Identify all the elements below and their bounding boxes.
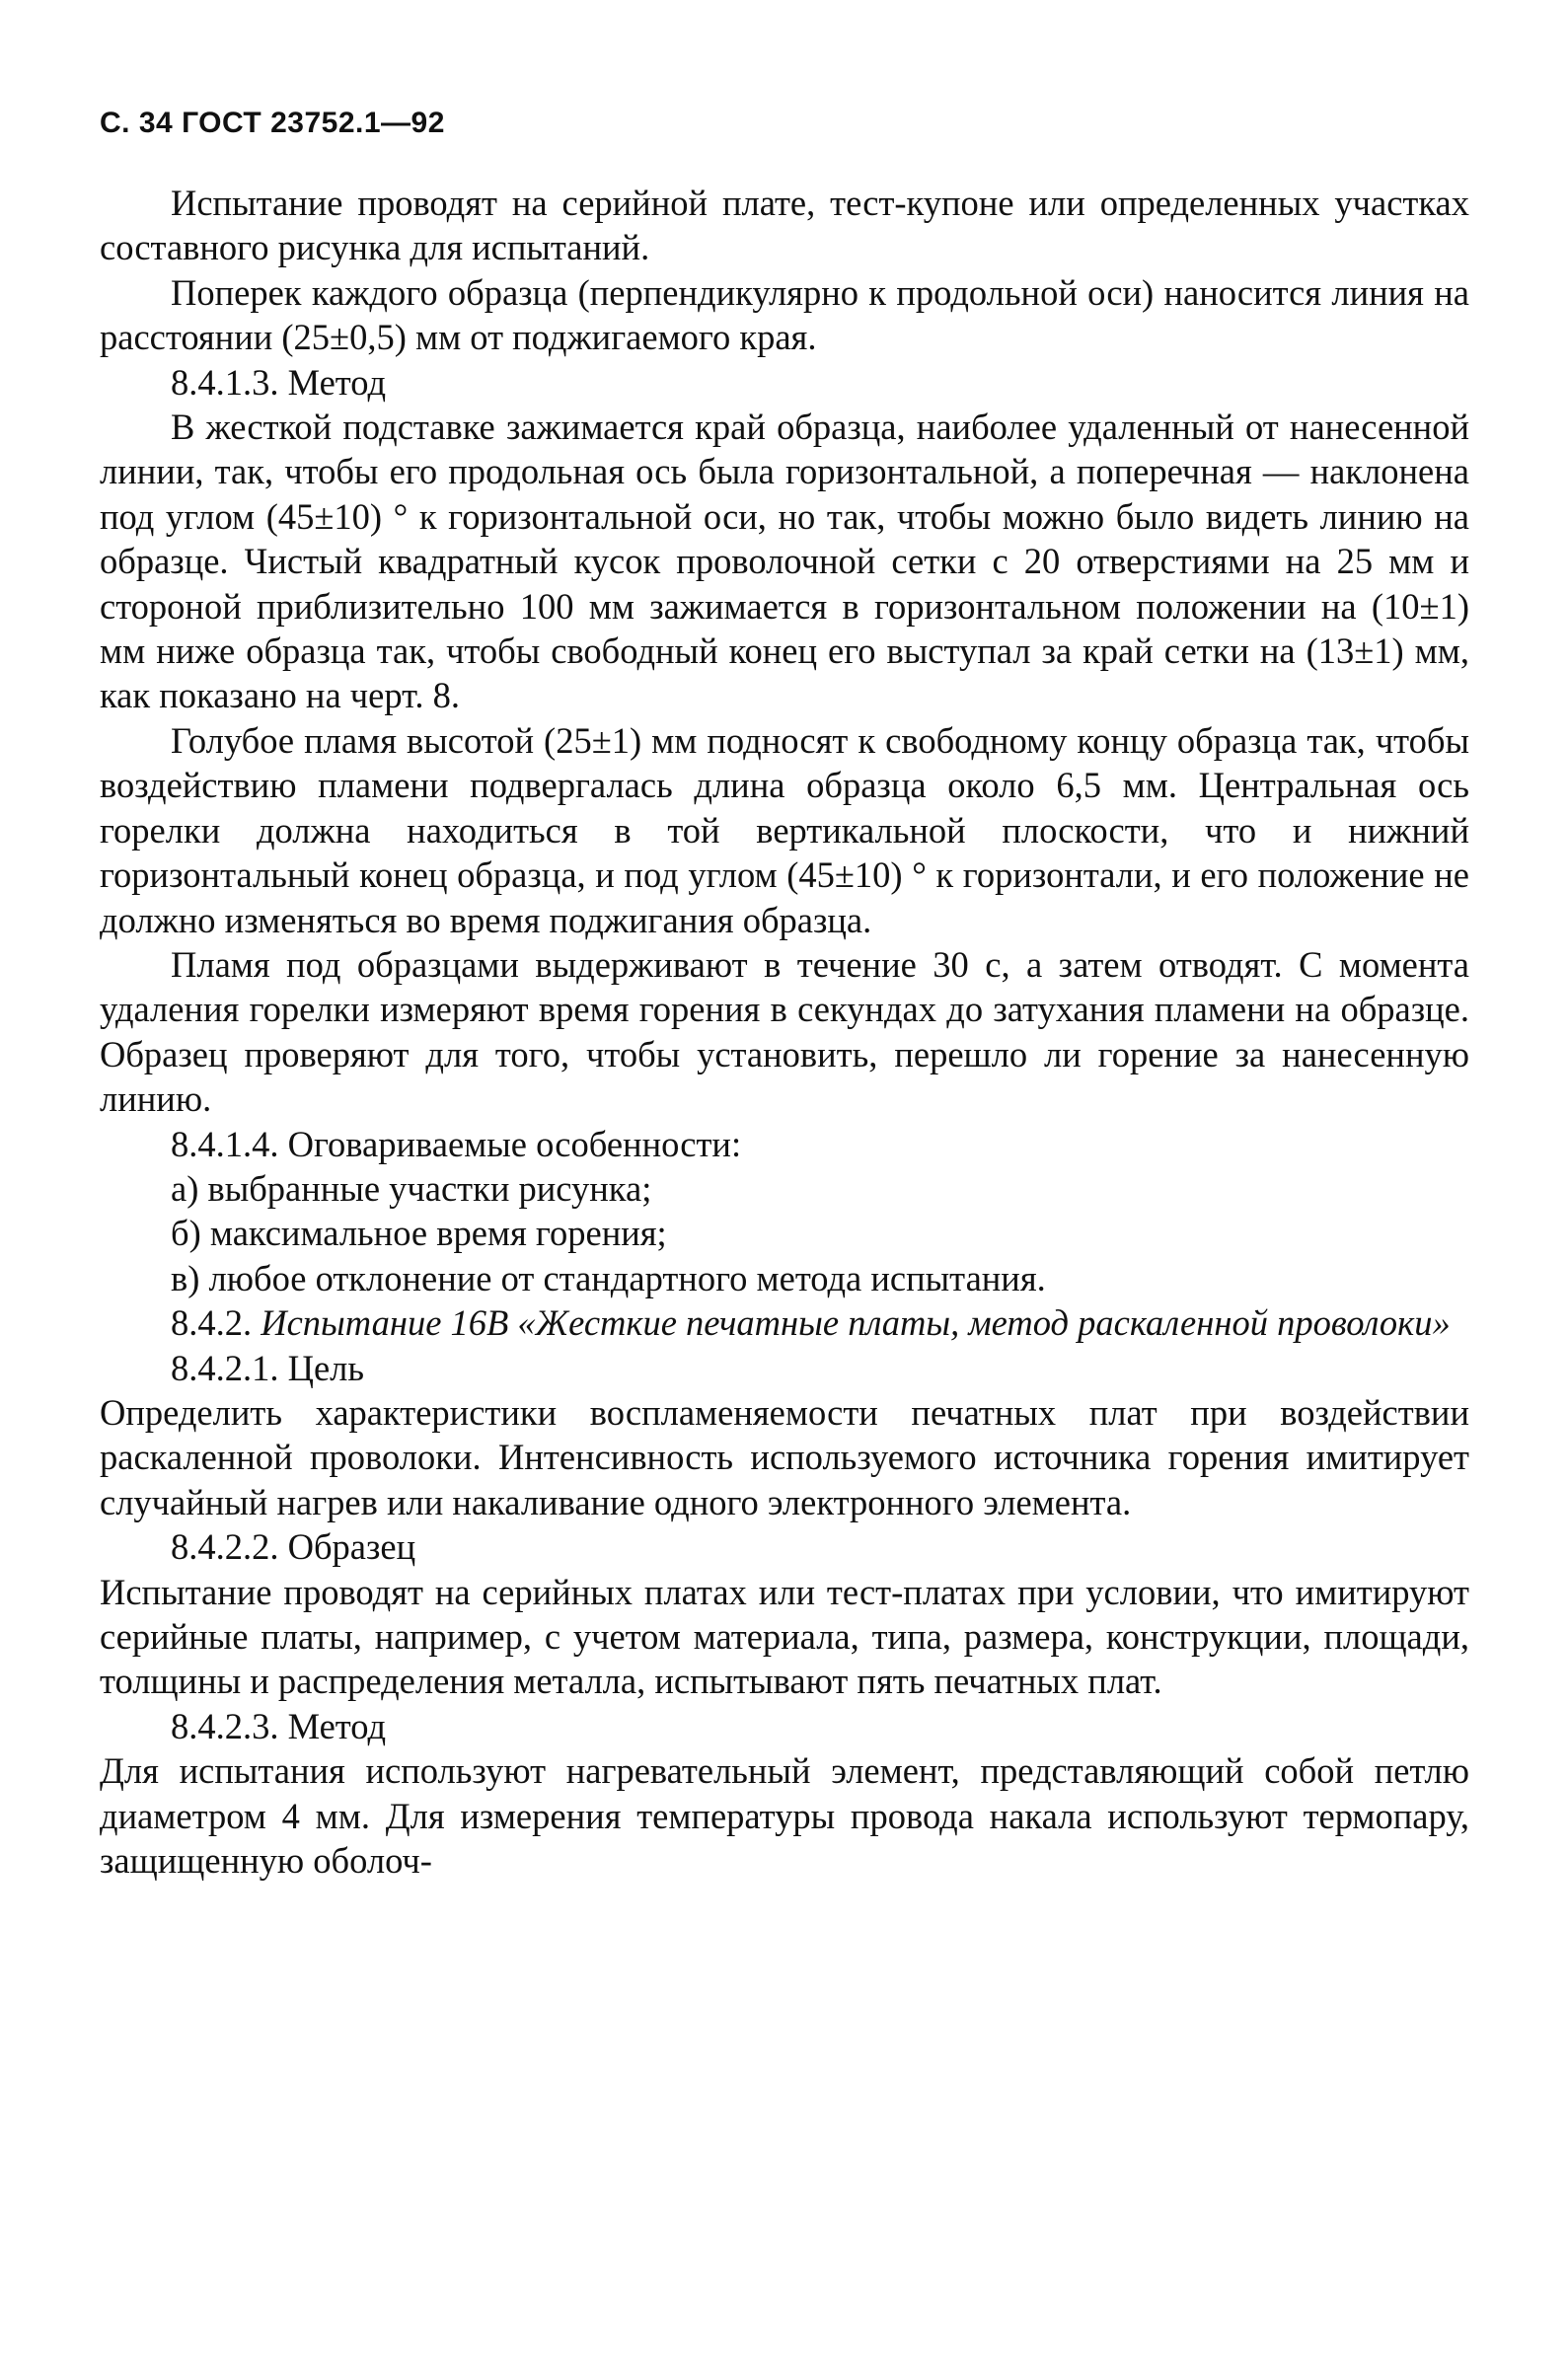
page-number: С. 34 — [100, 107, 174, 139]
test-heading-title: Испытание 16В «Жесткие печатные платы, метод раскаленной проволоки» — [261, 1302, 1451, 1344]
test-heading — [100, 1300, 1469, 1345]
section-heading: 8.4.2.2. Образец — [171, 1526, 416, 1568]
paragraph: Определить характеристики воспламеняемости печатных плат при воздействии раскаленной проволоки. Интенсивность используемого источника горения имитирует случайный нагрев или накаливание одного электронного элемента. — [100, 1391, 1469, 1522]
list-item: а) выбранные участки рисунка; — [171, 1167, 652, 1209]
section-heading: 8.4.1.4. Оговариваемые особенности: — [171, 1123, 742, 1164]
test-heading-number: 8.4.2. — [171, 1302, 253, 1344]
standard-number: ГОСТ 23752.1—92 — [182, 107, 445, 139]
section-heading: 8.4.2.1. Цель — [171, 1347, 365, 1388]
running-header — [100, 107, 445, 140]
paragraph: Поперек каждого образца (перпендикулярно к продольной оси) наносится линия на расстоянии (25±0,5) мм от поджигаемого края. — [100, 271, 1469, 358]
paragraph: В жесткой подставке зажимается край образца, наиболее удаленный от нанесенной линии, так, чтобы его продольная ось была горизонтальной, а поперечная — наклонена под углом (45±10) ° к горизонтальной оси, но так, чтобы можно было видеть линию на образце. Чистый квадратный кусок проволочной сетки с 20 отверстиями на 25 мм и стороной приблизительно 100 мм зажимается в горизонтальном положении на (10±1) мм ниже образца так, чтобы свободный конец его выступал за край сетки на (13±1) мм, как показано на черт. 8. — [100, 407, 1469, 716]
list-item: б) максимальное время горения; — [171, 1213, 667, 1254]
paragraph: Для испытания используют нагревательный элемент, представляющий собой петлю диаметром 4 мм. Для измерения температуры провода накала используют термопару, защищенную оболоч- — [100, 1750, 1469, 1882]
body-text — [100, 181, 1469, 1883]
paragraph: Испытание проводят на серийных платах или тест-платах при условии, что имитируют серийные платы, например, с учетом материала, типа, размера, конструкции, площади, толщины и распределения металла, испытывают пять печатных плат. — [100, 1571, 1469, 1702]
paragraph: Голубое пламя высотой (25±1) мм подносят к свободному концу образца так, чтобы воздействию пламени подвергалась длина образца около 6,5 мм. Центральная ось горелки должна находиться в той вертикальной плоскости, что и нижний горизонтальный конец образца, и под углом (45±10) ° к горизонтали, и его положение не должно изменяться во время поджигания образца. — [100, 719, 1469, 940]
section-heading: 8.4.1.3. Метод — [171, 361, 387, 403]
section-heading: 8.4.2.3. Метод — [171, 1705, 387, 1746]
paragraph: Испытание проводят на серийной плате, тест-купоне или определенных участках составного рисунка для испытаний. — [100, 183, 1469, 268]
list-item: в) любое отклонение от стандартного метода испытания. — [171, 1257, 1046, 1298]
paragraph: Пламя под образцами выдерживают в течение 30 с, а затем отводят. С момента удаления горелки измеряют время горения в секундах до затухания пламени на образце. Образец проверяют для того, чтобы установить, перешло ли горение за нанесенную линию. — [100, 943, 1469, 1120]
